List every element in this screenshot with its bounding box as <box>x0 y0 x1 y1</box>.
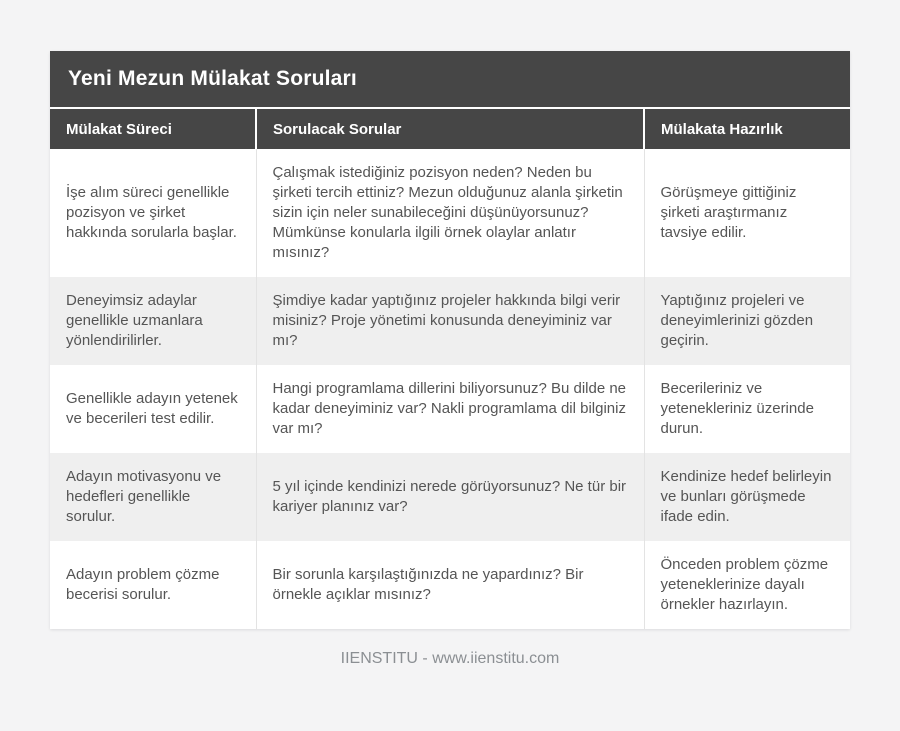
cell-process: İşe alım süreci genellikle pozisyon ve şirket hakkında sorularla başlar. <box>50 149 256 277</box>
cell-questions: Bir sorunla karşılaştığınızda ne yapardınız? Bir örnekle açıklar mısınız? <box>256 541 644 629</box>
column-header-sorulacak-sorular: Sorulacak Sorular <box>256 109 644 149</box>
cell-questions: Hangi programlama dillerini biliyorsunuz? Bu dilde ne kadar deneyiminiz var? Nakli programlama dil bilginiz var mı? <box>256 365 644 453</box>
table-body <box>50 149 850 629</box>
cell-process: Adayın problem çözme becerisi sorulur. <box>50 541 256 629</box>
cell-preparation: Önceden problem çözme yeteneklerinize dayalı örnekler hazırlayın. <box>644 541 850 629</box>
table-row <box>50 453 850 541</box>
cell-preparation: Becerileriniz ve yetenekleriniz üzerinde durun. <box>644 365 850 453</box>
cell-process: Adayın motivasyonu ve hedefleri genellikle sorulur. <box>50 453 256 541</box>
page-title: Yeni Mezun Mülakat Soruları <box>50 51 850 109</box>
column-header-mulakata-hazirlik: Mülakata Hazırlık <box>644 109 850 149</box>
column-header-mulakat-sureci: Mülakat Süreci <box>50 109 256 149</box>
table-row <box>50 365 850 453</box>
cell-questions: Çalışmak istediğiniz pozisyon neden? Neden bu şirketi tercih ettiniz? Mezun olduğunuz alanla şirketin sizin için neler sunabileceğini düşünüyorsunuz? Mümkünse konularla ilgili örnek olaylar anlatır mısınız? <box>256 149 644 277</box>
table-header <box>50 109 850 149</box>
cell-process: Deneyimsiz adaylar genellikle uzmanlara yönlendirilirler. <box>50 277 256 365</box>
table-row <box>50 541 850 629</box>
interview-questions-table <box>50 109 850 629</box>
cell-preparation: Görüşmeye gittiğiniz şirketi araştırmanız tavsiye edilir. <box>644 149 850 277</box>
page-background <box>0 51 900 731</box>
table-row <box>50 277 850 365</box>
table-row <box>50 149 850 277</box>
cell-questions: Şimdiye kadar yaptığınız projeler hakkında bilgi verir misiniz? Proje yönetimi konusunda deneyiminiz var mı? <box>256 277 644 365</box>
cell-questions: 5 yıl içinde kendinizi nerede görüyorsunuz? Ne tür bir kariyer planınız var? <box>256 453 644 541</box>
table-header-row <box>50 109 850 149</box>
cell-preparation: Kendinize hedef belirleyin ve bunları görüşmede ifade edin. <box>644 453 850 541</box>
footer-text: IIENSTITU - www.iienstitu.com <box>340 650 560 667</box>
cell-process: Genellikle adayın yetenek ve becerileri test edilir. <box>50 365 256 453</box>
interview-questions-card <box>50 51 850 629</box>
cell-preparation: Yaptığınız projeleri ve deneyimlerinizi gözden geçirin. <box>644 277 850 365</box>
